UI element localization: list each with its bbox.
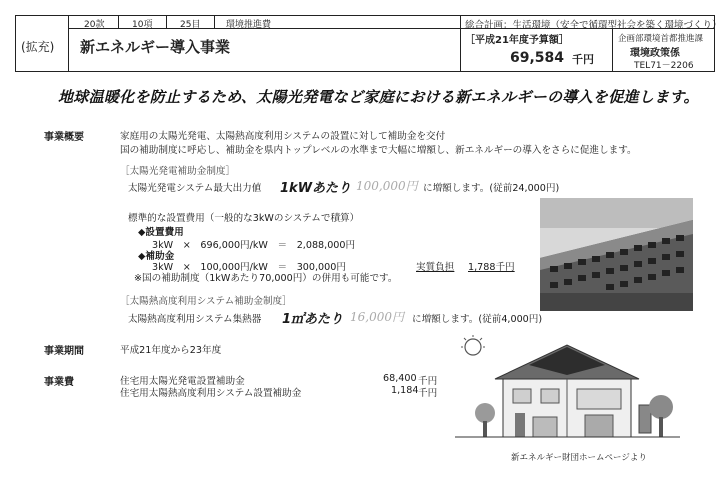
code-sep-1 bbox=[118, 15, 119, 28]
overview-label: 事業概要 bbox=[44, 132, 84, 143]
headline: 地球温暖化を防止するため、太陽光発電など家庭における新エネルギーの導入を促進します。 bbox=[58, 88, 699, 106]
thermal-amount: 16,000円 bbox=[350, 310, 404, 324]
house-illustration bbox=[455, 335, 680, 445]
cost-item-solar: 住宅用太陽光発電設置補助金 bbox=[120, 376, 245, 387]
solar-subsidy-heading: ［太陽光発電補助金制度］ bbox=[120, 166, 236, 177]
cost-item-thermal: 住宅用太陽熱高度利用システム設置補助金 bbox=[120, 388, 302, 399]
budget-item-name: 環境推進費 bbox=[226, 20, 272, 30]
section-name: 環境政策係 bbox=[630, 48, 680, 59]
national-subsidy-note: ※国の補助制度（1kWあたり70,000円）の併用も可能です。 bbox=[134, 273, 398, 284]
install-cost-calc: 3kW × 696,000円/kW ＝ 2,088,000円 bbox=[152, 240, 356, 251]
comprehensive-plan: 総合計画：生活環境（安全で循環型社会を築く環境づくり） bbox=[465, 20, 722, 31]
budget-unit: 千円 bbox=[572, 53, 594, 66]
code-sep-2 bbox=[166, 15, 167, 28]
header-top-border bbox=[15, 15, 715, 16]
building-photo bbox=[540, 198, 693, 311]
department: 企画部環境首都推進課 bbox=[618, 34, 704, 44]
thermal-suffix: に増額します。(従前4,000円) bbox=[412, 314, 543, 325]
project-title: 新エネルギー導入事業 bbox=[80, 38, 231, 56]
standard-cost-heading: 標準的な設置費用（一般的な3kWのシステムで積算） bbox=[128, 213, 360, 224]
cost-label: 事業費 bbox=[44, 377, 74, 388]
cost-value-solar: 68,400 bbox=[383, 373, 417, 384]
budget-label: ［平成21年度予算額］ bbox=[465, 35, 569, 46]
budget-value: 69,584 bbox=[510, 50, 565, 66]
overview-line-2: 国の補助制度に呼応し、補助金を県内トップレベルの水準まで大幅に増額し、新エネルギーの導入をさらに促進します。 bbox=[120, 145, 637, 156]
overview-line-1: 家庭用の太陽光発電、太陽熱高度利用システムの設置に対して補助金を交付 bbox=[120, 131, 446, 142]
period-label: 事業期間 bbox=[44, 346, 84, 357]
header-bottom-border bbox=[15, 71, 715, 72]
header-dept-divider bbox=[612, 28, 613, 72]
cost-value-thermal: 1,184 bbox=[391, 385, 419, 396]
period-value: 平成21年度から23年度 bbox=[120, 345, 222, 356]
solar-amount: 100,000円 bbox=[356, 179, 418, 193]
solar-line-prefix: 太陽光発電システム最大出力値 bbox=[128, 183, 262, 194]
code-kan: 20款 bbox=[84, 20, 105, 30]
image-credit: 新エネルギー財団ホームページより bbox=[511, 453, 647, 463]
grant-heading: ◆補助金 bbox=[138, 251, 175, 262]
code-sep-3 bbox=[214, 15, 215, 28]
code-kou: 10項 bbox=[132, 20, 153, 30]
net-burden-label: 実質負担 bbox=[416, 262, 455, 273]
thermal-subsidy-heading: ［太陽熱高度利用システム補助金制度］ bbox=[120, 296, 292, 307]
thermal-per-m2: 1㎡あたり bbox=[282, 312, 344, 327]
thermal-line-prefix: 太陽熱高度利用システム集熱器 bbox=[128, 314, 262, 325]
code-moku: 25目 bbox=[180, 20, 201, 30]
cost-unit-solar: 千円 bbox=[418, 376, 438, 387]
solar-per-kw: 1kWあたり bbox=[280, 181, 352, 196]
header-left-border bbox=[15, 15, 16, 72]
solar-suffix: に増額します。(従前24,000円) bbox=[423, 183, 560, 194]
telephone: TEL71－2206 bbox=[634, 61, 694, 71]
header-plan-divider bbox=[460, 15, 461, 72]
expansion-tag: (拡充) bbox=[21, 40, 55, 54]
net-burden-value: 1,788千円 bbox=[468, 262, 515, 273]
header-tag-divider bbox=[68, 15, 69, 72]
cost-unit-thermal: 千円 bbox=[418, 388, 438, 399]
grant-calc: 3kW × 100,000円/kW ＝ 300,000円 bbox=[152, 262, 346, 273]
install-cost-heading: ◆設置費用 bbox=[138, 227, 184, 238]
